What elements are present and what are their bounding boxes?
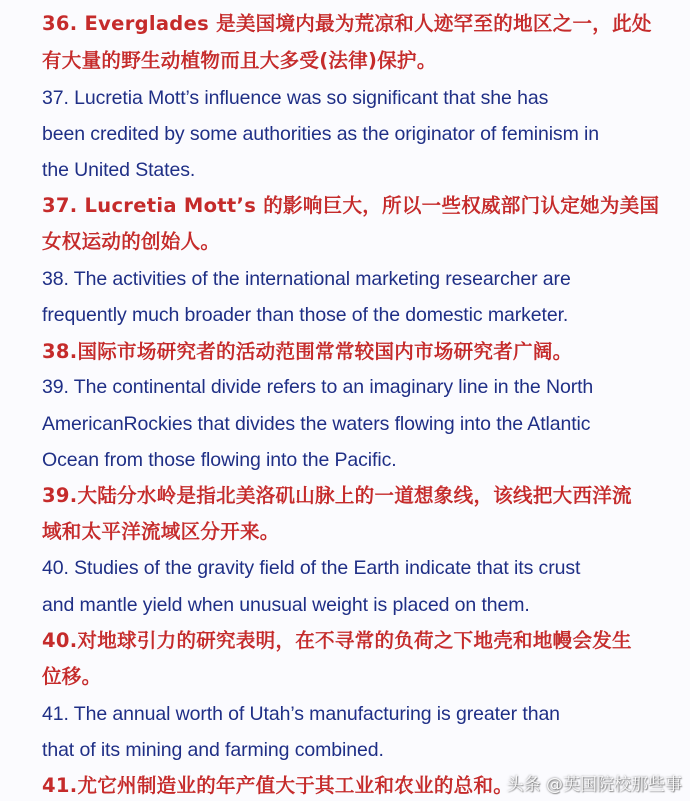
- line-40-zh-2: 位移。: [42, 665, 102, 688]
- line-40-en-1: 40. Studies of the gravity field of the Earth indicate that its crust: [42, 557, 581, 579]
- line-39-en-1: 39. The continental divide refers to an imaginary line in the North: [42, 376, 594, 398]
- line-37-en-2: been credited by some authorities as the originator of feminism in: [42, 123, 600, 145]
- line-39-en-3: Ocean from those flowing into the Pacific.: [42, 449, 397, 471]
- watermark-text: 头条 @英国院校那些事: [506, 775, 682, 795]
- line-37-zh-1: 37. Lucretia Mott’s 的影响巨大，所以一些权威部门认定她为美国: [42, 194, 660, 217]
- line-38-en-2: frequently much broader than those of the domestic marketer.: [42, 304, 569, 326]
- line-37-en-1: 37. Lucretia Mott’s influence was so significant that she has: [42, 87, 549, 109]
- line-38-zh-1: 38.国际市场研究者的活动范围常常较国内市场研究者广阔。: [42, 340, 573, 363]
- line-36-zh-2: 有大量的野生动植物而且大多受(法律)保护。: [42, 49, 437, 72]
- line-41-zh-1: 41.尤它州制造业的年产值大于其工业和农业的总和。: [42, 774, 514, 797]
- line-39-zh-2: 域和太平洋流域区分开来。: [42, 520, 280, 543]
- line-37-zh-2: 女权运动的创始人。: [42, 230, 221, 253]
- line-40-en-2: and mantle yield when unusual weight is placed on them.: [42, 594, 530, 616]
- line-37-en-3: the United States.: [42, 159, 196, 181]
- line-39-zh-1: 39.大陆分水岭是指北美洛矶山脉上的一道想象线，该线把大西洋流: [42, 484, 632, 507]
- line-36-zh-1: 36. Everglades 是美国境内最为荒凉和人迹罕至的地区之一，此处: [42, 12, 652, 35]
- line-40-zh-1: 40.对地球引力的研究表明，在不寻常的负荷之下地壳和地幔会发生: [42, 629, 632, 652]
- line-41-en-2: that of its mining and farming combined.: [42, 739, 384, 761]
- line-38-en-1: 38. The activities of the international marketing researcher are: [42, 268, 571, 290]
- line-41-en-1: 41. The annual worth of Utah’s manufacturing is greater than: [42, 703, 560, 725]
- line-39-en-2: AmericanRockies that divides the waters flowing into the Atlantic: [42, 413, 591, 435]
